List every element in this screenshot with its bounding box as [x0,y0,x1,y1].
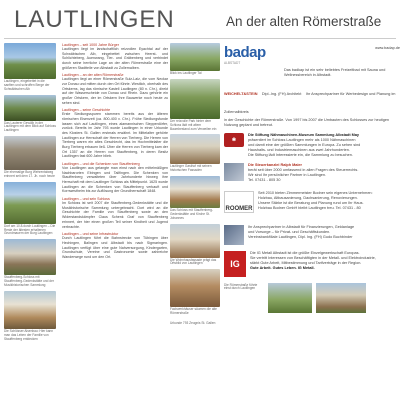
section-heading: Lautlingen – und die Schenken von Stauffenberg [62,162,140,167]
section-body: Im Schloss ist seit 2007 die Stauffenberg-Gedenkstätte und die Musikhistorische Sammlung untergebracht. Dort wird an die Geschichte der Familie von Stauffenberg sowie an den Widerstandskämpfer Claus Schenk Graf von Stauffenberg erinnert, der hier einen großen Teil seiner Kindheit und Jugend verbrachte. [62,201,168,229]
section-body: Von Lautlingen aus gelangte man einst nach den mittelmäßigen Nachbarorten Ebingen und Tailfingen. Die Schenken von Stauffenberg verwalteten über Jahrhunderte hinweg ihre Herrschaft mit dem Lautlinger Schloss als Mittelpunkt. 1625 wurde Lautlingen an die Schenken von Stauffenberg verkauft und Kornwestheim bis zur Auflösung der Grundherrschaft 1848. [62,166,168,194]
badap-logo: badap [224,44,266,61]
photo-caption: Dorf am 10.8.durch Lautlingen – Die Reste der ältesten erhaltenen Grundmauern der Burg Lautlingen [4,223,56,236]
page-title: LAUTLINGEN [14,6,175,33]
right-photo-column [170,40,220,328]
photo-caption: Die Schlösser Alsenbau: Hier kann man das Leben der Familie von Stauffenberg entdecken [4,328,54,341]
header-divider [4,38,396,39]
architect-detail: in der Geschichte der Römerstraße. Von 1997 bis 2007 die Umbauten des Schlosses zur heutigen Nutzung geplant und betreut. [224,118,390,128]
photo-caption: Lautlinger Gasthof mit seinen historischen Fassaden [170,164,212,173]
photo-caption: Die Wohnhausfassade prägt das Ortsbild von Lautlingen [170,257,217,266]
section-heading: Lautlingen – seit 1000 Jahre Bürger [62,43,119,47]
ig-slogan: Gute Arbeit. Gutes Leben. IG Metall. [250,265,315,270]
photo-caption: Stauffenberg-Schloss mit Stauffenberg-Gedenkstätte und der Musikhistorischen Sammlung [4,275,54,287]
ig-line: stärkt Gute Arbeit, Mitbestimmung und Tarifverträge in der Region. [250,260,362,265]
castle-ruin-photo [4,136,56,170]
roomer-line: Unsere Stärke ist die Beratung und Planung rund um Ihr Haus. [258,200,364,205]
page-subtitle: An der alten Römerstraße [226,14,382,29]
section-heading: Lautlingen – und sein Schloss [62,197,110,202]
history-text-column [62,40,168,260]
architect-text: Ihr Ansprechpartner für Werbedesign und Planung im Zollernalbkreis [224,92,396,115]
badap-sublabel: ALBSTADT [224,61,241,65]
bank-ad [224,225,400,247]
document-caption: Urkunde 793 Zeugnis St. Gallen [170,320,216,325]
bank-line: und Vorsorge – für Privat- und Geschäftskunden. [248,229,331,234]
ig-metall-ad [224,251,400,279]
bank-photo [224,225,244,245]
ig-line: Die IG Metall Albstadt ist die größte Einzelgewerkschaft Europas. [250,250,360,255]
photo-caption: Lautlingen, eingebettet in die sanften und schroffen Berge der Schwäbischen Alb [4,79,50,91]
section-body: Lautlingen liegt an einer Römerstraße Sulz-Laiz, die vom Neckar zur Donau und mitten durch den Ort führte. Westlich, oberhalb des Ortskerns, lag das römische Kastell Lautlingen (80 n. Chr.), direkt auf der Wasserscheide von Donau und Rhein. Dazu gehörte ein großer Ortskern, der im Ortskern Ihre Bauwerke noch heute zu sehen sind. [62,77,168,105]
section-body: Durch Lautlingen führt die Bahnstrecke von Tübingen über Hechingen, Balingen und Albstadt bis nach Sigmaringen. Lautlingen verfügt über eine gute Nahversorgung, Kindergarten, Grundschule, Vereine und Gastronomie sowie zahlreiche Wanderwege rund um den Ort. [62,236,168,259]
photo-caption: Der reizvolle Park hinter dem Schloss lädt mit altem Baumbestand zum Verweilen ein [170,118,217,131]
rose-icon: ❀ [224,133,244,147]
section-body: Lautlingen liegt im landschaftlich reizvollen Eyachtal auf der Schwäbischen Alb, eingebettet zwischen Heerst- und Schlichteberg, Auenwang, Tier- und Gräbenberg und verbindet durch seine herrliche Lage an der alten Römerstraße eine der größeren Stadtteile von Albstadt zu Zollernalben. [62,47,168,70]
bank-line: Ihr Ansprechpartner in Albstadt für Finanzierungen, Geldanlage [248,224,355,229]
architect-label: WEICHELT&STEIN [224,92,258,97]
steuer-phone: Tel. 07431 - 805 30 [248,177,281,182]
badap-url[interactable]: www.badap.de [375,46,400,50]
roomer-line: Seit 2010 bieten Zimmermeister Bodner sein eigenes Unternehmen: [258,190,373,195]
steuer-ad [224,163,400,187]
ig-line: Sie vertritt Interessen von Beschäftigten in der Metall- und Elektroindustrie, [250,255,376,260]
church-photo [170,176,220,208]
gasthof-photo [170,134,220,164]
section-heading: Lautlingen – an der alten Römerstraße [62,73,124,78]
office-photo [224,163,244,181]
valley-view-photo [170,43,220,71]
roomer-line: Holzbau, Altbausanierung, Dachsanierung, Renovierungen. [258,195,358,200]
stiftung-line: präsentiert im Schloss Lautlingen mehr als 1000 Nähmaschinen [248,137,356,142]
stiftung-title: Die Stiftung Nähmaschinen-Museum Sammlung Albstadt May [248,132,360,137]
half-timbered-photo [170,269,220,307]
sponsor-column [224,40,400,313]
village-photo [4,182,56,224]
photo-caption: Die Römerstraße führte einst durch Lautlingen [224,282,258,291]
facade-photo [170,224,220,258]
page-header [0,0,400,38]
roomer-ad [224,191,400,221]
roomer-logo: ROOMER [224,191,254,213]
stiftung-line: Die Stiftung lädt Interessierte ein, die Sammlung zu besuchen. [248,153,353,157]
building-photo [4,291,56,329]
ig-metall-logo: IG [224,251,246,277]
photo-caption: Die ehemalige Burg Wehrentalweg erinnert seit dem 17. Jh. noch heute [4,170,55,178]
left-photo-column [4,40,56,343]
section-heading: Lautlingen – seine Geschichte [62,108,111,113]
steuer-title: Die Steuerkanzlei Ralph Maier [248,162,303,167]
section-heading: Lautlingen – und seine Infrastruktur [62,232,119,237]
badap-text: Das badkap ist ein sehr beliebtes Freizeitbad mit Sauna und Wellnessbereich in Albstadt. [284,68,386,78]
photo-caption: Fachwerkhäuser säumen die alte Römerstraße [170,307,217,316]
photo-caption: Das Lauterer Gewölb in der Lautlingen mit dem Blick auf Schloss Lautlingen [4,120,56,133]
steuer-line: Wir sind Ihr persönlicher Partner in Lautlingen. [248,172,327,177]
schloss-photo [4,239,56,275]
landscape-photo [4,43,56,79]
roomer-line: Holzbau Bodner GmbH bleibt Lautlingen treu. Tel. 07431 - 80 [258,205,361,210]
photo-caption: Das Schloss mit Stauffenberg-Gedenkstätte und Kirche St. Johannes [170,208,213,220]
village-overview-photo [316,283,366,313]
steuer-line: berät seit über 2000 umfassend in allen Fragen des Steuerrechts. [248,167,359,172]
park-photo [170,79,220,119]
roman-road-photo [268,283,312,313]
bank-line: Vereinsbankfiliale Lautlingen, Dipl. Ing. (FH) Gudo Buchbinder [248,234,353,239]
badap-ad [224,44,400,68]
architect-title: Dipl.-Ing. (FH) Architekt [261,92,302,97]
photo-caption: Blick ins Lautlinger Tal [170,71,202,75]
stiftung-line: und damit eine der größten Sammlungen in Europa. Zu sehen sind [248,142,361,147]
stiftung-line: Haushalts- und Industriemaschinen aus zwei Jahrhunderten. [248,147,350,152]
architect-ad [224,82,400,128]
section-body: Erste Siedlungsspuren stammen bereits aus der älteren römischen Eisenzeit (ca. 800-400 v. Chr.). Frühe Siedlungsfunde lassen sich auf Lautlingen, eines alamannischen Siepperdörfer, zurück. Bereits im Jahr 793 wurde Lautlingen in einer Urkunde des Klosters St. Gallen erstmals erwähnt. Im Mittelalter gehörte Lautlingen zur Herrschaft der Herren von Tierberg. Die Herren von Tierberg waren ein altes Geschlecht, das im Hochmittelalter die Burg Tierberg erbauen ließ. Über die Herren von Tierberg kam der Ort 1357 an die Herren von Stauffenberg, in deren Besitz Lautlingen fast 600 Jahre blieb. [62,112,168,159]
valley-photo [4,95,56,121]
stiftung-ad [224,133,400,159]
bottom-photo-row [224,283,400,313]
